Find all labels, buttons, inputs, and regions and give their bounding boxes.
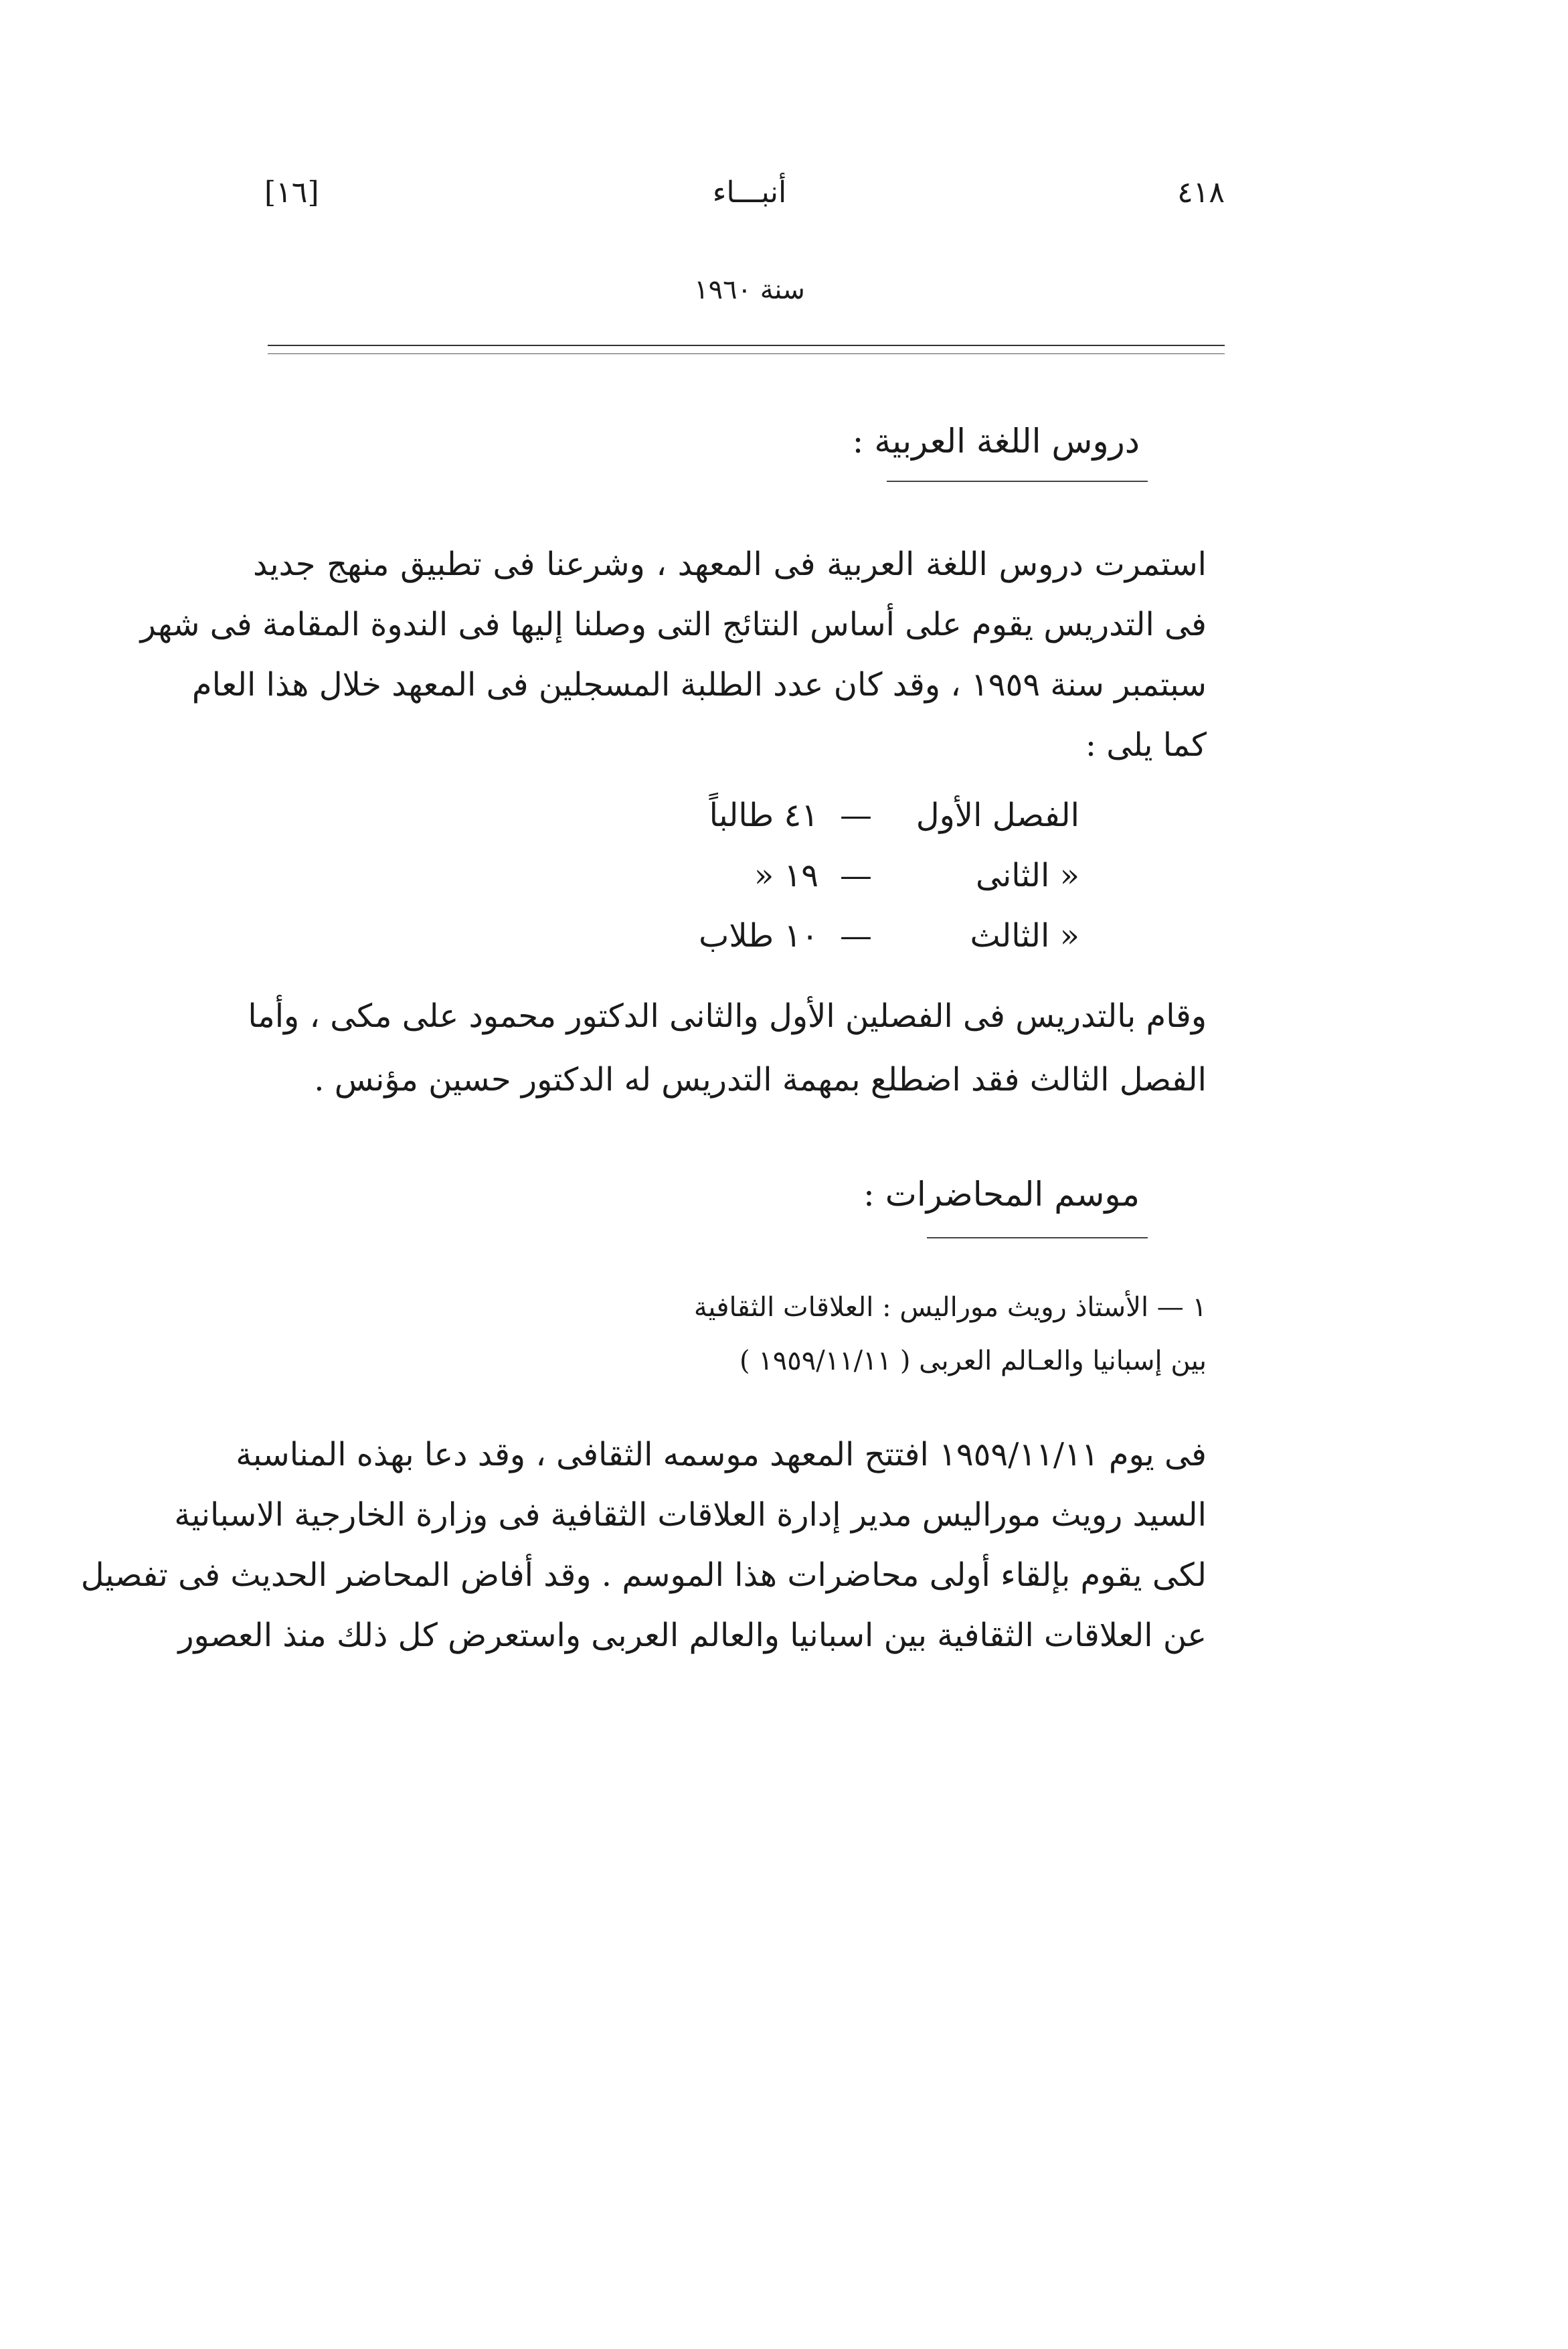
section-heading-lecture-season: موسم المحاضرات : — [863, 1175, 1140, 1214]
paragraph-line: فى التدريس يقوم على أساس النتائج التى وصلنا إليها فى الندوة المقامة فى شهر — [140, 606, 1207, 643]
year-label: سنة ١٩٦٠ — [694, 274, 805, 305]
heading-underline — [927, 1237, 1148, 1238]
class-count: ١٠ طلاب — [699, 917, 818, 955]
issue-number: [١٦] — [264, 175, 319, 210]
class-name: « الثانى — [975, 857, 1079, 894]
class-name: « الثالث — [970, 917, 1079, 955]
lecture-entry-subtitle: بين إسبانيا والعـالم العربى ( ١٩٥٩/١١/١١ ) — [739, 1346, 1207, 1376]
header-rule-thin — [268, 353, 1225, 354]
class-count: ١٩ « — [754, 857, 818, 894]
class-dash: — — [840, 797, 872, 834]
lecture-entry-title: ١ — الأستاذ رويث موراليس : العلاقات الثقافية — [693, 1292, 1207, 1323]
paragraph-line: فى يوم ١٩٥٩/١١/١١ افتتح المعهد موسمه الثقافى ، وقد دعا بهذه المناسبة — [236, 1436, 1207, 1473]
header-rule — [268, 345, 1225, 346]
paragraph-line: عن العلاقات الثقافية بين اسبانيا والعالم العربى واستعرض كل ذلك منذ العصور — [178, 1617, 1207, 1654]
paragraph-line: سبتمبر سنة ١٩٥٩ ، وقد كان عدد الطلبة المسجلين فى المعهد خلال هذا العام — [191, 666, 1207, 704]
class-count: ٤١ طالباً — [709, 797, 818, 834]
heading-underline — [887, 481, 1148, 482]
paragraph-line: كما يلى : — [1085, 726, 1207, 764]
page-number: ٤١٨ — [1177, 175, 1225, 210]
paragraph-line: لكى يقوم بإلقاء أولى محاضرات هذا الموسم . وقد أفاض المحاضر الحديث فى تفصيل — [80, 1556, 1207, 1594]
paragraph-line: استمرت دروس اللغة العربية فى المعهد ، وشرعنا فى تطبيق منهج جديد — [253, 546, 1207, 583]
class-dash: — — [840, 857, 872, 894]
paragraph-line: وقام بالتدريس فى الفصلين الأول والثانى الدكتور محمود على مكى ، وأما — [248, 997, 1207, 1035]
section-heading-arabic-lessons: دروس اللغة العربية : — [852, 422, 1140, 461]
class-name: الفصل الأول — [916, 797, 1079, 834]
paragraph-line: الفصل الثالث فقد اضطلع بمهمة التدريس له الدكتور حسين مؤنس . — [314, 1061, 1207, 1099]
paragraph-line: السيد رويث موراليس مدير إدارة العلاقات الثقافية فى وزارة الخارجية الاسبانية — [174, 1496, 1207, 1534]
class-dash: — — [840, 917, 872, 955]
running-title: أنبـــاء — [712, 175, 787, 210]
